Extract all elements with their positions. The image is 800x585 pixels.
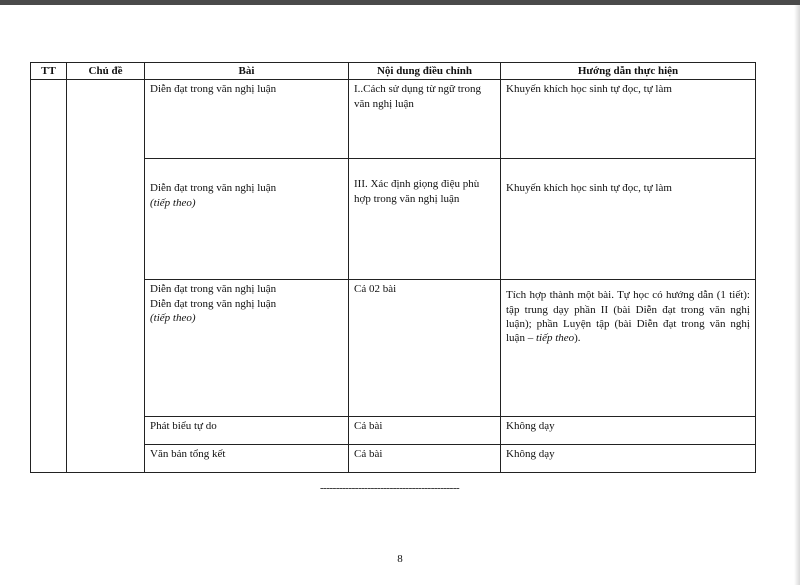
bai-title: Văn bản tổng kết	[150, 448, 226, 461]
table-header-row	[31, 63, 756, 80]
noi-dung-cell: Cả bài	[349, 445, 501, 473]
huong-dan-cell: Không dạy	[501, 417, 756, 445]
huong-dan-cell: Khuyến khích học sinh tự đọc, tự làm	[501, 80, 756, 159]
chu-de-cell	[67, 80, 145, 473]
header-bai: Bài	[145, 63, 349, 80]
bai-title: Diễn đạt trong văn nghị luận	[150, 83, 277, 96]
huong-dan-text: Tích hợp thành một bài. Tự học có hướng dẫn (1 tiết): tập trung dạy phần II (bài Diễn đạt trong văn nghị luận); phần Luyện tập (bài Diễn đạt trong văn nghị luận –	[506, 289, 750, 345]
table-row	[31, 80, 756, 159]
header-chu-de: Chủ đề	[67, 63, 145, 80]
noi-dung-cell: I..Cách sử dụng từ ngữ trong văn nghị luận	[349, 80, 501, 159]
page-edge-shadow	[794, 5, 800, 585]
huong-dan-cell: Khuyến khích học sinh tự đọc, tự làm	[501, 159, 756, 280]
bai-title: Diễn đạt trong văn nghị luận	[150, 297, 277, 310]
huong-dan-italic: tiếp theo	[535, 332, 575, 345]
header-tt: TT	[31, 63, 67, 80]
tt-cell	[31, 80, 67, 473]
bai-title: Phát biểu tự do	[150, 420, 217, 433]
bai-cell	[145, 80, 349, 159]
noi-dung-cell: III. Xác định giọng điệu phù hợp trong văn nghị luận	[349, 159, 501, 280]
huong-dan-cell: Không dạy	[501, 445, 756, 473]
bai-cell	[145, 280, 349, 417]
bai-cell	[145, 417, 349, 445]
header-noi-dung: Nội dung điều chỉnh	[349, 63, 501, 80]
bai-cell	[145, 159, 349, 280]
bai-subtitle: (tiếp theo)	[150, 196, 196, 209]
huong-dan-tail: ).	[574, 332, 581, 345]
bai-title: Diễn đạt trong văn nghị luận	[150, 283, 277, 296]
noi-dung-cell: Cả bài	[349, 417, 501, 445]
separator-line: --------------------------------------------	[320, 482, 460, 494]
header-huong-dan: Hướng dẫn thực hiện	[501, 63, 756, 80]
noi-dung-cell: Cả 02 bài	[349, 280, 501, 417]
bai-title: Diễn đạt trong văn nghị luận	[150, 182, 277, 195]
huong-dan-cell	[501, 280, 756, 417]
window-top-border	[0, 0, 800, 5]
adjustment-table	[30, 62, 756, 473]
page-number: 8	[397, 553, 403, 565]
bai-subtitle: (tiếp theo)	[150, 311, 196, 324]
bai-cell	[145, 445, 349, 473]
